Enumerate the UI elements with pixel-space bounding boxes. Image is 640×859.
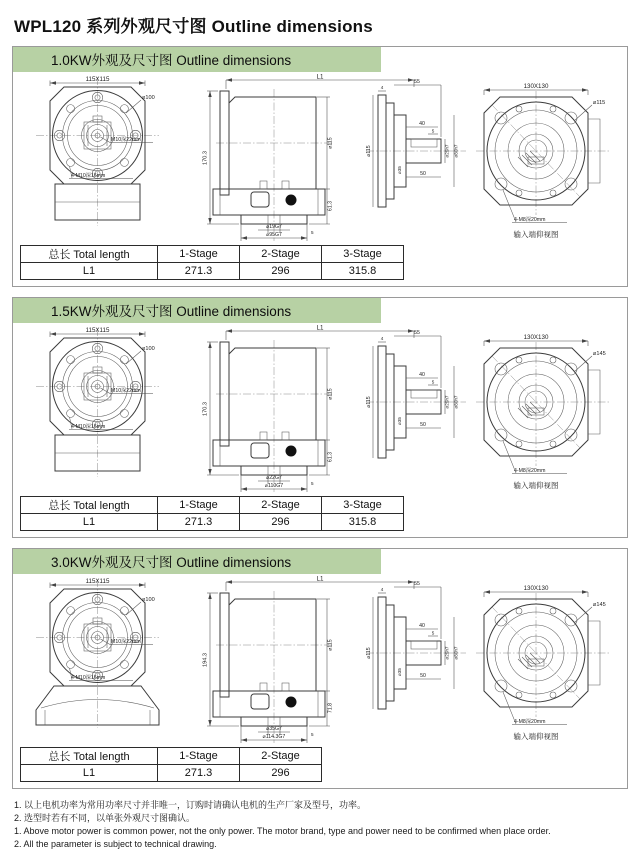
section-header: 3.0KW外观及尺寸图 Outline dimensions [13,549,381,574]
connector-dot [286,195,297,206]
front-view [36,578,159,728]
dim-spigot-dia: ⌀110G7 [264,483,284,489]
note-line: 1. Above motor power is common power, not the only power. The motor brand, type and power need to be confirmed when place order. [14,826,551,837]
front-view [36,76,159,226]
dim-body-dia: ⌀115 [327,137,334,149]
dim-spigot-depth: 5 [311,732,314,737]
dim-base-height: 61.3 [327,200,334,212]
dim-adapter-dia: ⌀80h7 [453,395,459,409]
dim-side-height: 170.3 [202,151,209,165]
dim-key-width: 5 [431,379,435,385]
dim-spigot-depth: 5 [311,481,314,486]
table-header-cell: 1-Stage [158,246,240,263]
table-value-cell: 271.3 [158,514,240,531]
dim-shaft-flange-dia: ⌀115 [366,647,372,659]
dim-front-square: 115X115 [85,578,110,585]
table-value-row [21,263,404,280]
connector-dot [286,446,297,457]
dim-spigot-depth: 5 [311,230,314,235]
front-view [36,327,159,477]
input-shaft-view [366,330,466,458]
table-header-cell: 总长 Total length [21,246,158,263]
dim-input-dia: ⌀145 [593,602,606,608]
dim-center-tap: M10深22mm [111,388,141,394]
note-line: 2. 选型时若有不同，以单张外观尺寸图确认。 [14,813,196,824]
table-header-row [21,748,322,765]
dim-input-holes: 4-M8深20mm [514,719,546,725]
table-header-row [21,246,404,263]
table-header-cell: 总长 Total length [21,497,158,514]
dim-shaft-flange-dia: ⌀115 [366,396,372,408]
dim-hub-dia: ⌀35 [397,417,402,425]
side-view [203,325,415,493]
dim-center-tap: M10深22mm [111,137,141,143]
input-end-view [476,585,610,741]
dim-shaft-dia: ⌀25h7 [444,144,450,158]
dim-input-bore: ⌀22G7 [266,475,282,481]
dim-spigot-dia: ⌀95G7 [266,232,282,238]
note-line: 1. 以上电机功率为常用功率尺寸并非唯一，订购时请确认电机的生产厂家及型号，功率。 [14,800,367,810]
dim-flange-thickness: 4 [380,587,384,592]
dim-side-height: 170.3 [202,402,209,416]
dim-input-holes: 4-M8深20mm [514,217,546,223]
dim-body-dia: ⌀115 [327,388,334,400]
section-header: 1.0KW外观及尺寸图 Outline dimensions [13,47,381,72]
input-end-view [476,334,610,490]
dim-input-square: 130X130 [523,83,549,90]
dim-input-dia: ⌀145 [593,351,606,357]
sections-container [12,46,628,789]
table-value-cell: 315.8 [322,263,404,280]
dim-spigot-dia: ⌀114.3G7 [262,734,286,740]
dim-hub-dia: ⌀35 [397,668,402,676]
dim-key-width: 5 [431,630,435,636]
dim-mount-holes: 4-M10深16mm [71,675,106,681]
section-box [12,46,628,287]
dim-input-square: 130X130 [523,585,549,592]
dim-shaft-length2: 50 [420,422,426,428]
dim-shaft-total: 55 [414,79,420,85]
dim-shaft-length: 40 [419,121,425,127]
table-value-row [21,514,404,531]
note-line: 2. All the parameter is subject to technical drawing. [14,839,217,850]
table-value-cell: 296 [240,263,322,280]
technical-drawing [14,73,626,243]
table-header-cell: 1-Stage [158,497,240,514]
dim-flange-thickness: 4 [380,85,384,90]
footnotes [14,799,628,851]
dim-shaft-length2: 50 [420,171,426,177]
side-view [203,74,415,242]
dim-l1: L1 [316,575,324,583]
input-view-caption: 输入端仰视图 [513,230,559,239]
side-view [203,576,415,744]
dim-l1: L1 [316,73,324,81]
dim-mount-holes: 4-M10深16mm [71,424,106,430]
dim-adapter-dia: ⌀80h7 [453,144,459,158]
dim-shaft-length2: 50 [420,673,426,679]
dim-side-height: 194.3 [202,653,209,667]
dimension-table [20,747,322,782]
table-header-cell: 2-Stage [240,497,322,514]
dim-shaft-length: 40 [419,623,425,629]
dimension-table [20,245,404,280]
table-header-cell: 2-Stage [240,748,322,765]
section-header: 1.5KW外观及尺寸图 Outline dimensions [13,298,381,323]
dim-body-dia: ⌀115 [327,639,334,651]
input-view-caption: 输入端仰视图 [513,481,559,490]
dim-shaft-flange-dia: ⌀115 [366,145,372,157]
table-value-cell: L1 [21,263,158,280]
dim-hub-dia: ⌀35 [397,166,402,174]
section-box [12,548,628,789]
table-header-row [21,497,404,514]
dim-input-bore: ⌀35G7 [266,726,282,732]
dim-input-bore: ⌀19G7 [266,224,282,230]
dim-shaft-total: 55 [414,330,420,336]
dim-input-square: 130X130 [523,334,549,341]
dim-bolt-circle: ⌀100 [142,597,155,603]
technical-drawing [14,324,626,494]
table-value-cell: 271.3 [158,765,240,782]
dim-l1: L1 [316,324,324,332]
dim-center-tap: M10深22mm [111,639,141,645]
dim-input-dia: ⌀115 [593,100,606,106]
dim-front-square: 115X115 [85,76,110,83]
connector-dot [286,697,297,708]
input-view-caption: 输入端仰视图 [513,732,559,741]
table-value-cell: 296 [240,514,322,531]
dim-shaft-dia: ⌀25h7 [444,646,450,660]
table-value-cell: 271.3 [158,263,240,280]
table-value-cell: L1 [21,765,158,782]
dim-shaft-total: 55 [414,581,420,587]
dim-key-width: 5 [431,128,435,134]
table-value-cell: L1 [21,514,158,531]
table-header-cell: 3-Stage [322,497,404,514]
dim-bolt-circle: ⌀100 [142,346,155,352]
table-header-cell: 3-Stage [322,246,404,263]
dim-mount-holes: 4-M10深16mm [71,173,106,179]
input-shaft-view [366,79,466,207]
input-shaft-view [366,581,466,709]
table-value-cell: 315.8 [322,514,404,531]
table-header-cell: 2-Stage [240,246,322,263]
dim-front-square: 115X115 [85,327,110,334]
table-header-cell: 1-Stage [158,748,240,765]
table-value-cell: 296 [240,765,322,782]
dim-base-height: 71.8 [327,702,334,714]
dim-base-height: 61.3 [327,451,334,463]
dim-bolt-circle: ⌀100 [142,95,155,101]
technical-drawing [14,575,626,745]
dim-input-holes: 4-M8深20mm [514,468,546,474]
dim-adapter-dia: ⌀80h7 [453,646,459,660]
dim-shaft-dia: ⌀25h7 [444,395,450,409]
table-header-cell: 总长 Total length [21,748,158,765]
page-title: WPL120 系列外观尺寸图 Outline dimensions [14,17,373,36]
dim-flange-thickness: 4 [380,336,384,341]
section-box [12,297,628,538]
table-value-row [21,765,322,782]
input-end-view [476,83,610,239]
dimension-table [20,496,404,531]
dim-shaft-length: 40 [419,372,425,378]
